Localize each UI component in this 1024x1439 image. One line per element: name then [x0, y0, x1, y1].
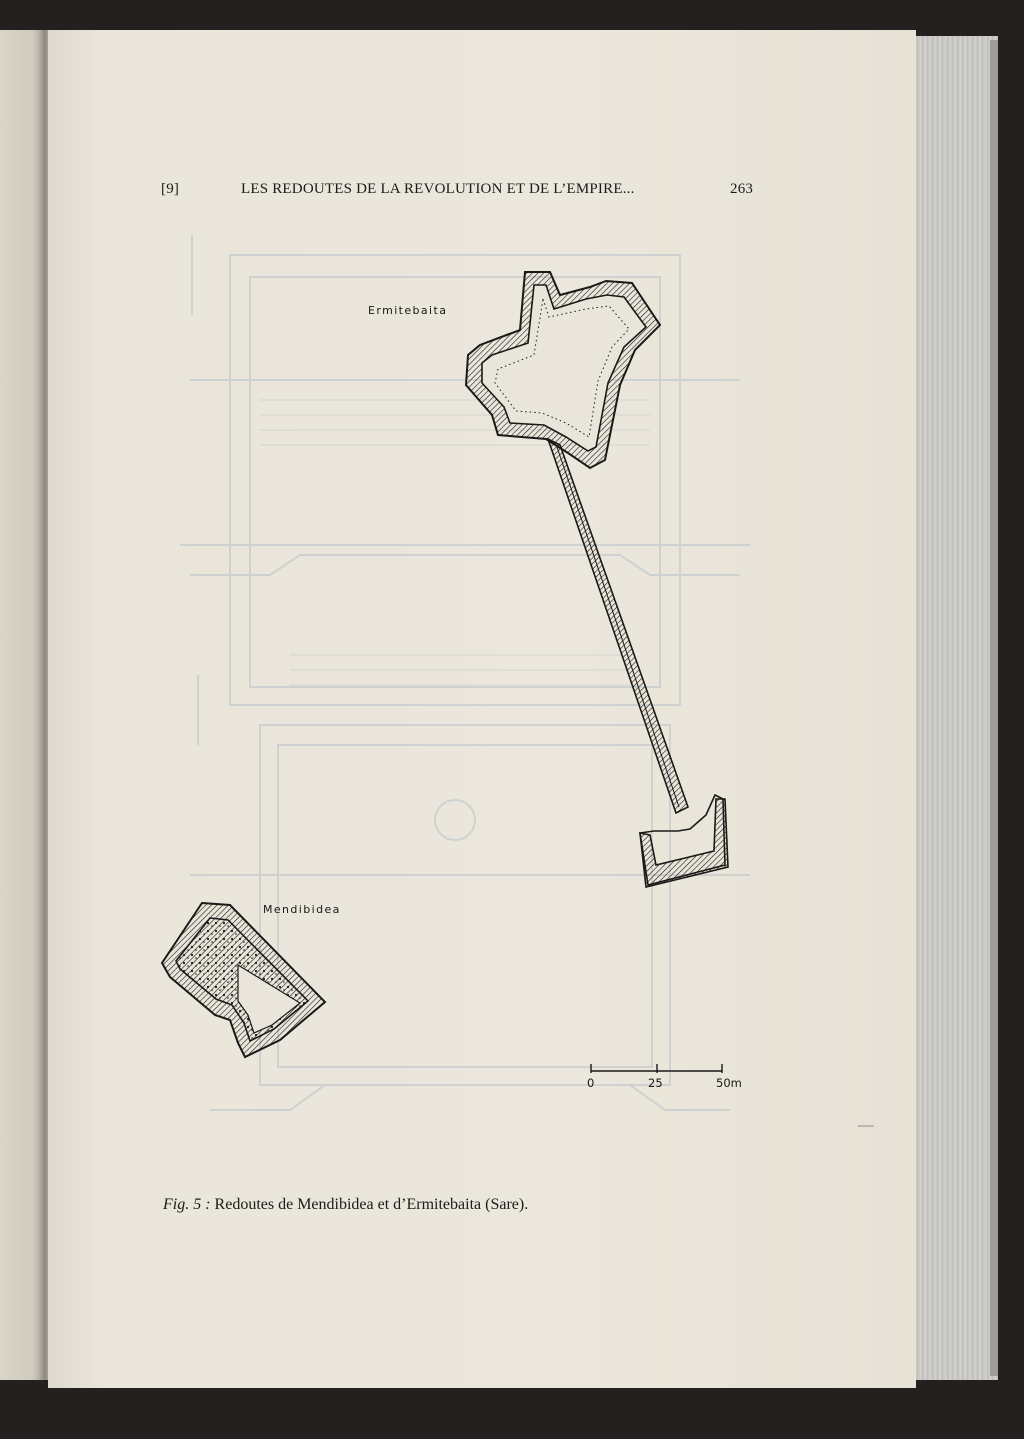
running-title: LES REDOUTES DE LA REVOLUTION ET DE L’EMPIRE...	[241, 181, 635, 197]
ermitebaita-label: Ermitebaita	[368, 304, 448, 317]
scale-label-25: 25	[648, 1076, 663, 1090]
figure-caption-text: Redoutes de Mendibidea et d’Ermitebaita (Sare).	[210, 1196, 529, 1213]
ermitebaita-redoubt	[466, 272, 728, 887]
figure-caption-label: Fig. 5 :	[163, 1196, 211, 1213]
scale-label-0: 0	[587, 1076, 595, 1090]
section-number: [9]	[161, 181, 180, 197]
figure-caption	[163, 1196, 528, 1214]
mendibidea-redoubt	[162, 903, 325, 1057]
margin-mark	[858, 1125, 874, 1127]
redoubt-plan-drawing	[150, 225, 770, 1125]
scale-bar	[587, 1064, 742, 1090]
redoubt-plan-figure	[150, 225, 770, 1125]
page-number: 263	[730, 181, 754, 197]
page-block-shadow	[990, 40, 998, 1376]
mendibidea-label: Mendibidea	[263, 903, 341, 916]
page-block-edges	[904, 36, 998, 1380]
scale-label-50: 50m	[716, 1076, 742, 1090]
